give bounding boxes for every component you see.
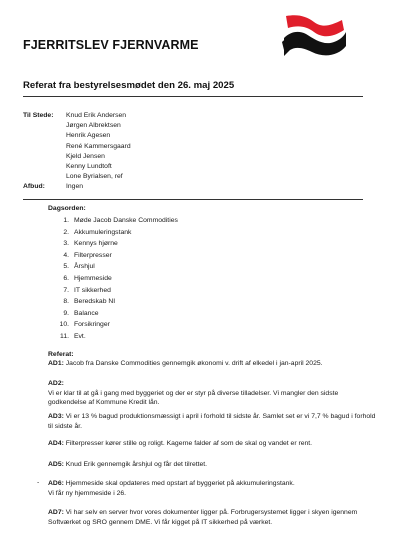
absent-label: Afbud: xyxy=(23,183,45,191)
agenda-item-text: Hjemmeside xyxy=(74,274,112,282)
agenda-item xyxy=(48,227,178,239)
agenda-item xyxy=(48,215,178,227)
attendee-name: Kjeld Jensen xyxy=(66,152,105,160)
attendee-name: Henrik Agesen xyxy=(66,132,111,140)
agenda-item xyxy=(48,331,178,343)
item-tag: AD5: xyxy=(48,461,64,468)
agenda-item-number: 3. xyxy=(63,240,69,248)
agenda-item xyxy=(48,250,178,262)
item-tag: AD7: xyxy=(48,509,64,516)
attendee-name: Knud Erik Andersen xyxy=(66,112,127,119)
minutes-item-ad4 xyxy=(48,439,378,449)
agenda-item xyxy=(48,238,178,250)
agenda-item xyxy=(48,308,178,320)
agenda-section xyxy=(48,204,178,343)
attendee-name: Kenny Lundtoft xyxy=(66,162,112,170)
item-text: Jacob fra Danske Commodities gennemgik økonomi v. drift af elkedel i jan-april 2025. xyxy=(63,360,323,367)
agenda-item xyxy=(48,273,178,285)
agenda-list xyxy=(48,215,178,343)
agenda-item-text: Møde Jacob Danske Commodities xyxy=(74,217,178,224)
agenda-item-text: Beredskab NI xyxy=(74,298,116,306)
attendee-name: Jørgen Albrektsen xyxy=(66,122,121,130)
attendance-divider xyxy=(23,199,363,200)
item-text: Vi er 13 % bagud produktionsmæssigt i april i forhold til sidste år. Samlet set er vi 7,7 % bagud i forhold til sidste år. xyxy=(48,413,376,430)
item-text: Vi har selv en server hvor vores dokumenter ligger på. Forbrugersystemet ligger i skyen igennem Softværket og SRO gennem DME. Vi får kigget på IT sikkerhed på værket. xyxy=(48,509,358,526)
agenda-item-number: 1. xyxy=(63,217,69,224)
title-divider xyxy=(23,96,363,97)
agenda-item xyxy=(48,285,178,297)
attendee-name: René Kammersgaard xyxy=(66,142,131,150)
organization-name: FJERRITSLEV FJERNVARME xyxy=(23,38,199,52)
fjerritslev-logo-icon xyxy=(280,12,350,62)
agenda-item-text: Evt. xyxy=(74,332,86,340)
item-text: Knud Erik gennemgik årshjul og får det tilrettet. xyxy=(63,461,208,468)
agenda-item-number: 10. xyxy=(59,321,69,329)
absent-value: Ingen xyxy=(66,183,84,191)
attendance-row xyxy=(23,131,131,141)
agenda-item xyxy=(48,296,178,308)
ad6-dash-mark: - xyxy=(37,479,40,486)
minutes-item-ad7 xyxy=(48,508,378,527)
attendee-name: Lone Byrialsen, ref xyxy=(66,173,123,181)
agenda-item xyxy=(48,319,178,331)
agenda-item-number: 11. xyxy=(60,332,69,340)
minutes-item-ad6 xyxy=(48,479,378,498)
item-tag: AD2: xyxy=(48,380,64,387)
agenda-item-number: 6. xyxy=(63,274,69,282)
agenda-item-text: IT sikkerhed xyxy=(74,286,111,294)
absent-row xyxy=(23,182,131,192)
minutes-heading: Referat: xyxy=(48,351,74,358)
agenda-item-number: 7. xyxy=(63,286,69,294)
agenda-item-text: Kennys hjørne xyxy=(74,240,118,248)
item-tag: AD4: xyxy=(48,440,64,447)
minutes-item-ad1 xyxy=(48,359,378,369)
agenda-item xyxy=(48,261,178,273)
attendance-row xyxy=(23,162,131,172)
agenda-item-number: 2. xyxy=(63,228,69,236)
present-label: Til Stede: xyxy=(23,112,54,119)
item-tag: AD6: xyxy=(48,480,64,487)
minutes-item-ad5 xyxy=(48,460,378,470)
agenda-item-text: Filterpresser xyxy=(74,251,112,259)
agenda-item-text: Forsikringer xyxy=(74,321,110,329)
attendance-block xyxy=(23,111,131,193)
item-text: Hjemmeside skal opdateres med opstart af byggeriet på akkumuleringstank. xyxy=(63,480,295,487)
item-tag: AD1: xyxy=(48,360,64,367)
agenda-item-number: 5. xyxy=(63,263,69,271)
item-tag: AD3: xyxy=(48,413,64,420)
attendance-row xyxy=(23,172,131,182)
attendance-row xyxy=(23,142,131,152)
document-title: Referat fra bestyrelsesmødet den 26. maj 2025 xyxy=(23,80,235,91)
attendance-row xyxy=(23,152,131,162)
agenda-heading: Dagsorden: xyxy=(48,205,86,212)
agenda-item-number: 4. xyxy=(63,251,69,259)
agenda-item-number: 9. xyxy=(63,309,69,317)
minutes-item-ad3 xyxy=(48,412,378,431)
attendance-row xyxy=(23,121,131,131)
agenda-item-text: Balance xyxy=(74,309,99,317)
item-text: Filterpresser kører stille og roligt. Kagerne falder af som de skal og vandet er rent. xyxy=(63,440,313,447)
item-text: Vi er klar til at gå i gang med byggeriet og der er styr på diverse tilladelser. Vi mangler den sidste godkendelse af Kommune Kredit lån. xyxy=(48,389,339,407)
minutes-item-ad2 xyxy=(48,379,378,408)
attendance-row xyxy=(23,111,131,121)
agenda-item-text: Akkumuleringstank xyxy=(74,228,132,236)
agenda-item-text: Årshjul xyxy=(74,263,95,271)
agenda-item-number: 8. xyxy=(63,298,69,306)
item-text-line-2: Vi får ny hjemmeside i 26. xyxy=(48,489,127,497)
